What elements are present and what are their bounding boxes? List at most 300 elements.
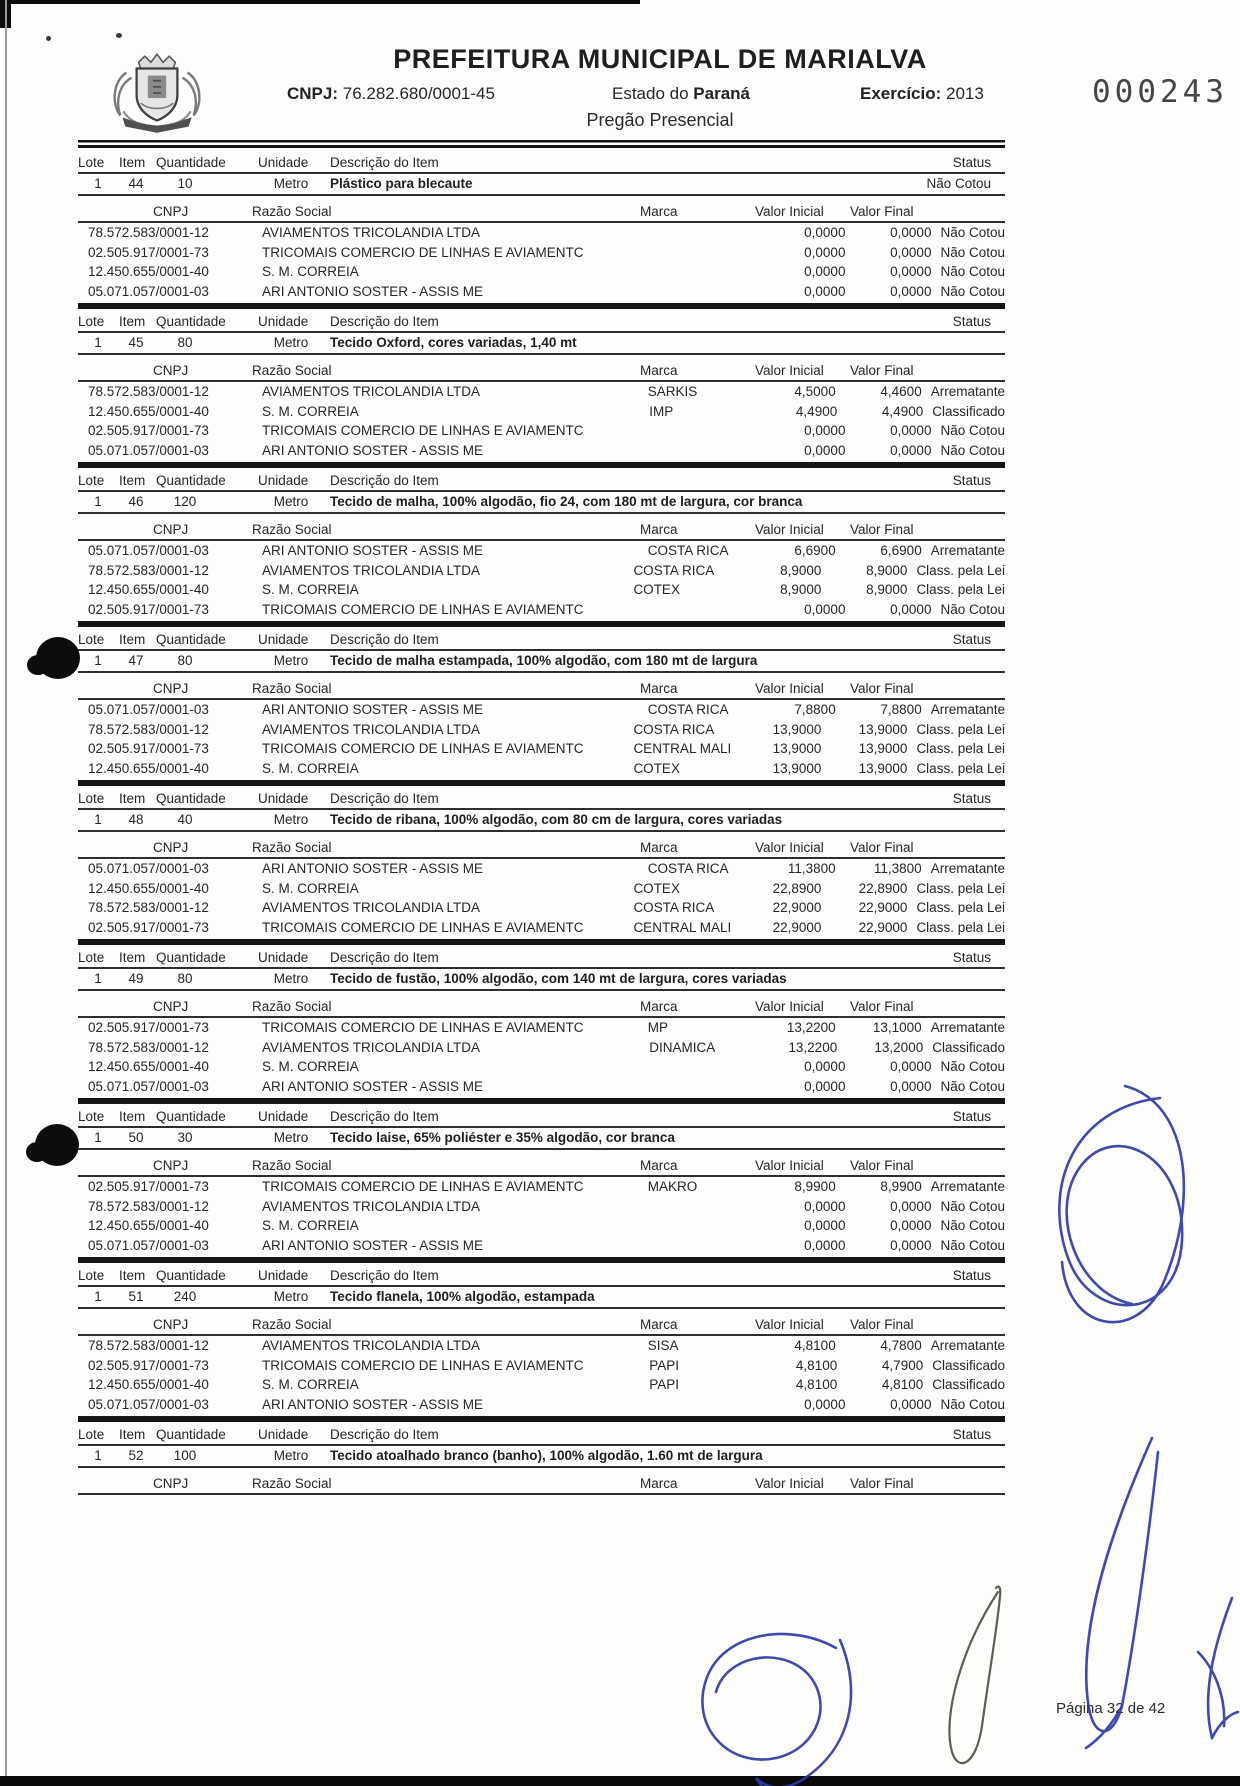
column-header-status: Status xyxy=(952,1268,991,1283)
column-header-uni: Unidade xyxy=(258,155,309,170)
bidder-final-value: 8,9900 xyxy=(880,1179,922,1194)
bidder-status: Arrematante xyxy=(930,1020,1005,1035)
item-quantity: 80 xyxy=(177,971,193,986)
bidder-status: Arrematante xyxy=(930,384,1005,399)
bidder-initial-value: 13,2200 xyxy=(786,1020,836,1035)
column-header-qtd: Quantidade xyxy=(156,791,226,806)
bidder-brand xyxy=(657,282,769,302)
bidder-row xyxy=(78,1038,1005,1058)
column-header-desc: Descrição do Item xyxy=(330,155,439,170)
lot-number: 1 xyxy=(94,494,102,509)
lot-columns-header-row xyxy=(78,471,1005,492)
bidder-brand: COSTA RICA xyxy=(647,861,729,876)
bidder-company-name: ARI ANTONIO SOSTER - ASSIS ME xyxy=(262,442,484,458)
column-header-razao: Razão Social xyxy=(252,1317,332,1332)
bidder-status: Class. pela Lei xyxy=(916,582,1005,597)
bidder-brand: COSTA RICA xyxy=(633,900,715,915)
bidder-status: Não Cotou xyxy=(940,423,1005,438)
lot-section xyxy=(78,939,1005,1096)
bidder-status: Classificado xyxy=(932,1357,1005,1373)
signature-ink-bottom-center xyxy=(702,1634,836,1760)
lot-columns-header-row xyxy=(78,1107,1005,1128)
bidder-row xyxy=(78,421,1005,441)
bidder-final-value: 0,0000 xyxy=(890,244,932,260)
item-quantity: 240 xyxy=(173,1289,197,1304)
bidder-status: Classificado xyxy=(932,1377,1005,1392)
punch-hole-mark xyxy=(35,1124,79,1166)
bidders-header-row xyxy=(78,679,1005,700)
bidder-cnpj: 78.572.583/0001-12 xyxy=(88,1338,209,1353)
column-header-uni: Unidade xyxy=(258,314,309,329)
bidder-initial-value: 0,0000 xyxy=(804,1059,846,1074)
bidder-row xyxy=(78,243,1005,263)
column-header-qtd: Quantidade xyxy=(156,632,226,647)
section-divider xyxy=(78,621,1005,627)
bidder-company-name: ARI ANTONIO SOSTER - ASSIS ME xyxy=(262,1396,484,1412)
item-unit: Metro xyxy=(273,335,309,350)
lot-section xyxy=(78,140,1005,301)
bidder-company-name: AVIAMENTOS TRICOLANDIA LTDA xyxy=(262,900,481,915)
lot-number: 1 xyxy=(94,1130,102,1145)
estado-line xyxy=(612,84,750,104)
column-header-vi: Valor Inicial xyxy=(755,522,824,537)
bidder-row xyxy=(78,720,1005,740)
item-quantity: 40 xyxy=(177,812,193,827)
column-header-marca: Marca xyxy=(640,522,678,537)
bidder-company-name: AVIAMENTOS TRICOLANDIA LTDA xyxy=(262,384,481,399)
column-header-vf: Valor Final xyxy=(850,681,914,696)
bidder-cnpj: 05.071.057/0001-03 xyxy=(88,543,209,558)
page-title: PREFEITURA MUNICIPAL DE MARIALVA xyxy=(393,44,927,74)
column-header-razao: Razão Social xyxy=(252,999,332,1014)
column-header-desc: Descrição do Item xyxy=(330,632,439,647)
item-description: Tecido flanela, 100% algodão, estampada xyxy=(330,1289,595,1304)
bidder-initial-value: 8,9000 xyxy=(780,582,822,597)
column-header-cnpj: CNPJ xyxy=(153,1476,189,1491)
bidder-row xyxy=(78,859,1005,879)
item-number: 44 xyxy=(128,176,144,191)
item-description: Tecido laise, 65% poliéster e 35% algodão, cor branca xyxy=(330,1130,675,1145)
signature-ink-bottom-center xyxy=(756,1640,851,1786)
item-number: 48 xyxy=(128,812,144,827)
column-header-marca: Marca xyxy=(640,999,678,1014)
lot-item-row xyxy=(78,651,1005,673)
bidder-cnpj: 78.572.583/0001-12 xyxy=(88,900,209,915)
lot-number: 1 xyxy=(94,971,102,986)
bidder-initial-value: 4,8100 xyxy=(795,1377,838,1392)
lot-columns-header-row xyxy=(78,948,1005,969)
column-header-desc: Descrição do Item xyxy=(330,314,439,329)
item-quantity: 80 xyxy=(177,335,193,350)
bidder-initial-value: 4,8100 xyxy=(795,1357,838,1373)
item-quantity: 120 xyxy=(173,494,197,509)
column-header-vi: Valor Inicial xyxy=(755,999,824,1014)
column-header-razao: Razão Social xyxy=(252,840,332,855)
lot-item-row xyxy=(78,333,1005,355)
item-description: Tecido de malha, 100% algodão, fio 24, com 180 mt de largura, cor branca xyxy=(330,494,803,509)
signature-ink-right-circle xyxy=(1062,1086,1184,1322)
lot-number: 1 xyxy=(94,653,102,668)
bidder-final-value: 0,0000 xyxy=(890,1218,932,1233)
bidder-company-name: TRICOMAIS COMERCIO DE LINHAS E AVIAMENTC xyxy=(262,1020,584,1035)
bidder-brand: DINAMICA xyxy=(649,1039,716,1055)
column-header-uni: Unidade xyxy=(258,1109,309,1124)
column-header-status: Status xyxy=(952,1109,991,1124)
bidder-initial-value: 0,0000 xyxy=(804,1396,846,1412)
bidder-brand xyxy=(657,600,769,620)
bidder-initial-value: 0,0000 xyxy=(804,244,846,260)
bidder-initial-value: 13,9000 xyxy=(772,760,822,776)
column-header-lote: Lote xyxy=(78,314,105,329)
column-header-uni: Unidade xyxy=(258,1427,309,1442)
bidder-brand: PAPI xyxy=(649,1357,679,1373)
lot-section xyxy=(78,1416,1005,1495)
bidder-initial-value: 8,9000 xyxy=(780,562,822,578)
punch-hole-mark xyxy=(36,637,80,679)
item-number: 51 xyxy=(128,1289,144,1304)
bidder-company-name: S. M. CORREIA xyxy=(262,264,359,279)
bidder-cnpj: 02.505.917/0001-73 xyxy=(88,244,209,260)
bidder-row xyxy=(78,1018,1005,1038)
bidder-final-value: 4,8100 xyxy=(881,1377,924,1392)
section-divider xyxy=(78,1257,1005,1263)
bidder-brand: COSTA RICA xyxy=(633,562,715,578)
bidders-header-row xyxy=(78,1474,1005,1495)
bidder-company-name: S. M. CORREIA xyxy=(262,880,359,896)
bidder-final-value: 13,9000 xyxy=(858,721,908,737)
bidder-final-value: 13,9000 xyxy=(858,760,908,776)
bidder-initial-value: 0,0000 xyxy=(804,225,846,240)
column-header-marca: Marca xyxy=(640,204,678,219)
bidder-company-name: AVIAMENTOS TRICOLANDIA LTDA xyxy=(262,1198,481,1214)
bidder-company-name: TRICOMAIS COMERCIO DE LINHAS E AVIAMENTC xyxy=(262,1357,584,1373)
item-unit: Metro xyxy=(273,176,309,191)
bidder-row xyxy=(78,1356,1005,1376)
bidder-row xyxy=(78,1336,1005,1356)
bidder-status: Não Cotou xyxy=(940,1198,1005,1214)
bidder-status: Class. pela Lei xyxy=(916,741,1005,756)
bidder-final-value: 13,2000 xyxy=(874,1039,924,1055)
column-header-vf: Valor Final xyxy=(850,1158,914,1173)
lot-item-row xyxy=(78,969,1005,991)
bidder-cnpj: 02.505.917/0001-73 xyxy=(88,1179,209,1194)
bidder-status: Class. pela Lei xyxy=(916,562,1005,578)
section-divider xyxy=(78,780,1005,786)
bidder-brand xyxy=(657,1077,769,1097)
bidder-initial-value: 11,3800 xyxy=(787,861,836,876)
column-header-razao: Razão Social xyxy=(252,363,332,378)
bidder-brand: COTEX xyxy=(633,880,680,896)
bidder-company-name: TRICOMAIS COMERCIO DE LINHAS E AVIAMENTC xyxy=(262,423,584,438)
column-header-item: Item xyxy=(119,314,146,329)
column-header-razao: Razão Social xyxy=(252,1476,332,1491)
scan-speck xyxy=(116,33,122,38)
bidder-final-value: 0,0000 xyxy=(890,1237,932,1253)
column-header-vf: Valor Final xyxy=(850,840,914,855)
column-header-status: Status xyxy=(952,473,991,488)
bidder-status: Class. pela Lei xyxy=(916,919,1005,935)
column-header-lote: Lote xyxy=(78,1268,105,1283)
bidder-status: Classificado xyxy=(932,1039,1005,1055)
column-header-vf: Valor Final xyxy=(850,204,914,219)
column-header-vi: Valor Inicial xyxy=(755,1476,824,1491)
bidder-company-name: AVIAMENTOS TRICOLANDIA LTDA xyxy=(262,721,481,737)
bidder-final-value: 0,0000 xyxy=(890,1198,932,1214)
column-header-status: Status xyxy=(952,155,991,170)
bidder-initial-value: 4,4900 xyxy=(795,403,838,419)
bidder-final-value: 0,0000 xyxy=(890,283,932,299)
lot-item-row xyxy=(78,1446,1005,1468)
lot-item-row xyxy=(78,1128,1005,1150)
bidder-final-value: 8,9000 xyxy=(866,562,908,578)
bidder-status: Class. pela Lei xyxy=(916,880,1005,896)
bidders-header-row xyxy=(78,1315,1005,1336)
bidder-initial-value: 6,6900 xyxy=(794,543,836,558)
item-description: Plástico para blecaute xyxy=(330,176,473,191)
bidder-company-name: TRICOMAIS COMERCIO DE LINHAS E AVIAMENTC xyxy=(262,1179,584,1194)
item-number: 47 xyxy=(128,653,144,668)
bidder-brand xyxy=(657,1197,769,1217)
bidder-brand: PAPI xyxy=(649,1377,679,1392)
bidder-final-value: 8,9000 xyxy=(866,582,908,597)
column-header-item: Item xyxy=(119,1109,146,1124)
bidder-status: Não Cotou xyxy=(940,283,1005,299)
bidder-cnpj: 12.450.655/0001-40 xyxy=(88,1218,209,1233)
item-quantity: 100 xyxy=(173,1448,197,1463)
column-header-cnpj: CNPJ xyxy=(153,204,189,219)
bidder-brand xyxy=(657,1236,769,1256)
bidder-cnpj: 12.450.655/0001-40 xyxy=(88,880,209,896)
section-divider xyxy=(78,140,1005,148)
bidder-status: Class. pela Lei xyxy=(916,900,1005,915)
bidder-status: Arrematante xyxy=(930,861,1005,876)
bidder-initial-value: 0,0000 xyxy=(804,601,846,617)
bidder-cnpj: 02.505.917/0001-73 xyxy=(88,919,209,935)
bidder-cnpj: 02.505.917/0001-73 xyxy=(88,423,209,438)
column-header-razao: Razão Social xyxy=(252,681,332,696)
bidder-brand: COTEX xyxy=(633,760,680,776)
bidder-initial-value: 4,5000 xyxy=(794,384,836,399)
bidder-cnpj: 02.505.917/0001-73 xyxy=(88,1357,209,1373)
column-header-razao: Razão Social xyxy=(252,1158,332,1173)
column-header-vi: Valor Inicial xyxy=(755,1317,824,1332)
signature-ink-dark-loop xyxy=(949,1586,1000,1763)
bidder-row xyxy=(78,402,1005,422)
bidders-header-row xyxy=(78,997,1005,1018)
column-header-lote: Lote xyxy=(78,155,105,170)
item-description: Tecido de malha estampada, 100% algodão, com 180 mt de largura xyxy=(330,653,758,668)
bidder-final-value: 0,0000 xyxy=(890,1396,932,1412)
column-header-item: Item xyxy=(119,155,146,170)
lot-item-row xyxy=(78,1287,1005,1309)
lot-columns-header-row xyxy=(78,1425,1005,1446)
bidder-status: Não Cotou xyxy=(940,1237,1005,1253)
bidder-row xyxy=(78,1216,1005,1236)
bidder-cnpj: 78.572.583/0001-12 xyxy=(88,562,209,578)
column-header-desc: Descrição do Item xyxy=(330,473,439,488)
bidder-final-value: 0,0000 xyxy=(890,1078,932,1094)
item-description: Tecido atoalhado branco (banho), 100% algodão, 1.60 mt de largura xyxy=(330,1448,763,1463)
bidder-cnpj: 02.505.917/0001-73 xyxy=(88,601,209,617)
column-header-vi: Valor Inicial xyxy=(755,363,824,378)
column-header-marca: Marca xyxy=(640,363,678,378)
bidder-brand: MP xyxy=(647,1020,668,1035)
column-header-item: Item xyxy=(119,632,146,647)
bidder-brand xyxy=(657,1395,769,1415)
column-header-lote: Lote xyxy=(78,473,105,488)
item-unit: Metro xyxy=(273,494,309,509)
signature-ink-long-loop xyxy=(1086,1438,1158,1731)
lot-number: 1 xyxy=(94,335,102,350)
document-stamp-number: 000243 xyxy=(1092,74,1228,110)
column-header-razao: Razão Social xyxy=(252,522,332,537)
item-quantity: 80 xyxy=(177,653,193,668)
bidder-row xyxy=(78,1395,1005,1415)
bidder-cnpj: 78.572.583/0001-12 xyxy=(88,1039,209,1055)
lot-item-row xyxy=(78,174,1005,196)
column-header-desc: Descrição do Item xyxy=(330,1109,439,1124)
bidder-cnpj: 05.071.057/0001-03 xyxy=(88,283,209,299)
estado-value: Paraná xyxy=(693,84,750,103)
item-number: 50 xyxy=(128,1130,144,1145)
column-header-vi: Valor Inicial xyxy=(755,204,824,219)
bidder-company-name: TRICOMAIS COMERCIO DE LINHAS E AVIAMENTC xyxy=(262,244,584,260)
bidder-company-name: ARI ANTONIO SOSTER - ASSIS ME xyxy=(262,543,484,558)
column-header-marca: Marca xyxy=(640,1158,678,1173)
lot-columns-header-row xyxy=(78,630,1005,651)
bidder-company-name: AVIAMENTOS TRICOLANDIA LTDA xyxy=(262,225,481,240)
column-header-cnpj: CNPJ xyxy=(153,363,189,378)
cnpj-label: CNPJ: xyxy=(287,84,339,103)
item-number: 45 xyxy=(128,335,144,350)
bidder-status: Arrematante xyxy=(930,543,1005,558)
bidder-initial-value: 13,2200 xyxy=(788,1039,838,1055)
bidder-row xyxy=(78,561,1005,581)
cnpj-line xyxy=(287,84,495,104)
bidder-final-value: 13,1000 xyxy=(872,1020,922,1035)
bidder-cnpj: 05.071.057/0001-03 xyxy=(88,861,209,876)
bidder-final-value: 0,0000 xyxy=(890,225,932,240)
bidder-row xyxy=(78,1375,1005,1395)
column-header-qtd: Quantidade xyxy=(156,314,226,329)
bidder-company-name: TRICOMAIS COMERCIO DE LINHAS E AVIAMENTC xyxy=(262,601,584,617)
lot-item-row xyxy=(78,492,1005,514)
bidder-row xyxy=(78,1197,1005,1217)
bidder-cnpj: 05.071.057/0001-03 xyxy=(88,702,209,717)
exercicio-line xyxy=(860,84,984,104)
column-header-qtd: Quantidade xyxy=(156,155,226,170)
bidder-row xyxy=(78,918,1005,938)
item-unit: Metro xyxy=(273,1130,309,1145)
lot-columns-header-row xyxy=(78,312,1005,333)
bidder-cnpj: 12.450.655/0001-40 xyxy=(88,403,209,419)
column-header-qtd: Quantidade xyxy=(156,950,226,965)
bidder-cnpj: 12.450.655/0001-40 xyxy=(88,1377,209,1392)
bidder-row xyxy=(78,879,1005,899)
bidder-company-name: S. M. CORREIA xyxy=(262,1377,359,1392)
exercicio-value: 2013 xyxy=(946,84,984,103)
column-header-item: Item xyxy=(119,791,146,806)
column-header-uni: Unidade xyxy=(258,632,309,647)
column-header-cnpj: CNPJ xyxy=(153,999,189,1014)
bidder-cnpj: 12.450.655/0001-40 xyxy=(88,582,209,597)
bidder-row xyxy=(78,580,1005,600)
bidder-final-value: 6,6900 xyxy=(880,543,922,558)
bidder-brand: CENTRAL MALI xyxy=(633,741,732,756)
bidder-brand xyxy=(657,223,769,243)
item-description: Tecido de fustão, 100% algodão, com 140 mt de largura, cores variadas xyxy=(330,971,787,986)
bidder-company-name: ARI ANTONIO SOSTER - ASSIS ME xyxy=(262,702,484,717)
section-divider xyxy=(78,462,1005,468)
section-divider xyxy=(78,939,1005,945)
bidder-initial-value: 0,0000 xyxy=(804,283,846,299)
bidder-brand xyxy=(657,1216,769,1236)
bidder-status: Arrematante xyxy=(930,702,1005,717)
bidder-cnpj: 02.505.917/0001-73 xyxy=(88,741,209,756)
bidder-cnpj: 02.505.917/0001-73 xyxy=(88,1020,209,1035)
estado-label: Estado do xyxy=(612,84,689,103)
bidders-header-row xyxy=(78,520,1005,541)
bidder-brand: MAKRO xyxy=(647,1179,698,1194)
bidder-initial-value: 22,9000 xyxy=(772,900,822,915)
scan-edge-top xyxy=(0,0,640,4)
column-header-vi: Valor Inicial xyxy=(755,1158,824,1173)
column-header-lote: Lote xyxy=(78,632,105,647)
bidder-row xyxy=(78,441,1005,461)
bidder-status: Não Cotou xyxy=(940,264,1005,279)
lot-number: 1 xyxy=(94,176,102,191)
bidder-final-value: 13,9000 xyxy=(858,741,908,756)
lot-section xyxy=(78,1257,1005,1414)
lot-columns-header-row xyxy=(78,789,1005,810)
bidder-brand xyxy=(657,441,769,461)
bidder-initial-value: 22,9000 xyxy=(772,919,822,935)
bidder-brand xyxy=(657,1057,769,1077)
column-header-vf: Valor Final xyxy=(850,999,914,1014)
bidder-cnpj: 78.572.583/0001-12 xyxy=(88,225,209,240)
item-unit: Metro xyxy=(273,971,309,986)
lot-number: 1 xyxy=(94,1289,102,1304)
bidder-initial-value: 7,8800 xyxy=(794,702,836,717)
bidder-row xyxy=(78,759,1005,779)
lot-section xyxy=(78,1098,1005,1255)
bidder-cnpj: 78.572.583/0001-12 xyxy=(88,1198,209,1214)
bidder-initial-value: 0,0000 xyxy=(804,442,846,458)
column-header-vi: Valor Inicial xyxy=(755,681,824,696)
bidder-initial-value: 13,9000 xyxy=(772,741,822,756)
lot-item-row xyxy=(78,810,1005,832)
item-quantity: 30 xyxy=(177,1130,193,1145)
document-subtitle: Pregão Presencial xyxy=(586,110,734,130)
bidder-company-name: ARI ANTONIO SOSTER - ASSIS ME xyxy=(262,283,484,299)
bidder-row xyxy=(78,1236,1005,1256)
bidder-initial-value: 0,0000 xyxy=(804,264,846,279)
bidder-row xyxy=(78,1077,1005,1097)
column-header-status: Status xyxy=(952,1427,991,1442)
bidder-initial-value: 22,8900 xyxy=(772,880,822,896)
bidders-header-row xyxy=(78,1156,1005,1177)
bidder-cnpj: 05.071.057/0001-03 xyxy=(88,1237,209,1253)
lot-columns-header-row xyxy=(78,1266,1005,1287)
item-description: Tecido Oxford, cores variadas, 1,40 mt xyxy=(330,335,577,350)
bidder-brand: IMP xyxy=(649,403,674,419)
bidder-status: Class. pela Lei xyxy=(916,721,1005,737)
bidder-brand: COTEX xyxy=(633,582,680,597)
bidder-cnpj: 05.071.057/0001-03 xyxy=(88,1078,209,1094)
column-header-vi: Valor Inicial xyxy=(755,840,824,855)
column-header-uni: Unidade xyxy=(258,791,309,806)
scan-edge-left xyxy=(5,0,7,1786)
